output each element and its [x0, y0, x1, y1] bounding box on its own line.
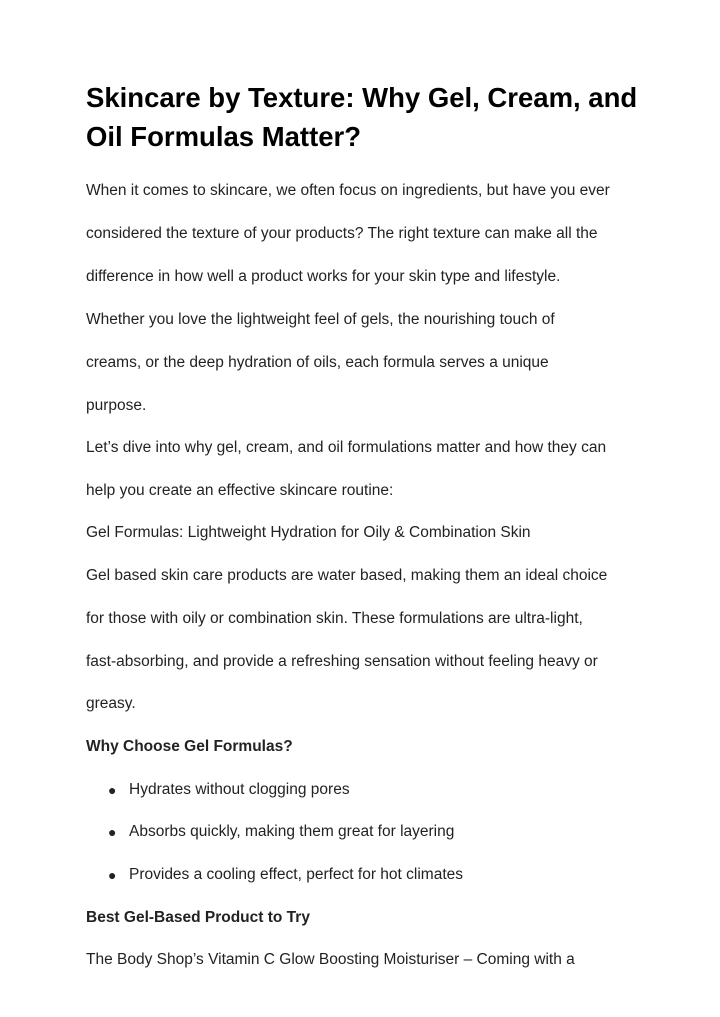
intro-line-1: When it comes to skincare, we often focus on ingredients, but have you ever	[86, 182, 610, 199]
gel-section-heading: Gel Formulas: Lightweight Hydration for Oily & Combination Skin	[86, 524, 531, 541]
bullet-icon: ●	[108, 824, 117, 840]
gel-line-2: for those with oily or combination skin. These formulations are ultra-light,	[86, 610, 583, 627]
bullet-icon: ●	[108, 867, 117, 883]
bullet-text: Hydrates without clogging pores	[129, 781, 350, 798]
product-line: The Body Shop’s Vitamin C Glow Boosting Moisturiser – Coming with a	[86, 951, 575, 968]
intro-line-2: considered the texture of your products? The right texture can make all the	[86, 225, 598, 242]
best-product-heading: Best Gel-Based Product to Try	[86, 909, 310, 926]
why-choose-heading: Why Choose Gel Formulas?	[86, 738, 293, 755]
bullet-text: Provides a cooling effect, perfect for hot climates	[129, 866, 463, 883]
dive-line-1: Let’s dive into why gel, cream, and oil formulations matter and how they can	[86, 439, 607, 456]
intro-line-6: purpose.	[86, 397, 147, 414]
bullet-icon: ●	[108, 782, 117, 798]
intro-line-3: difference in how well a product works for your skin type and lifestyle.	[86, 268, 561, 285]
intro-line-4: Whether you love the lightweight feel of gels, the nourishing touch of	[86, 311, 555, 328]
document-title: Skincare by Texture: Why Gel, Cream, and Oil Formulas Matter?	[86, 82, 638, 152]
intro-line-5: creams, or the deep hydration of oils, each formula serves a unique	[86, 354, 549, 371]
gel-line-1: Gel based skin care products are water based, making them an ideal choice	[86, 567, 608, 584]
bullet-text: Absorbs quickly, making them great for layering	[129, 823, 455, 840]
gel-line-3: fast-absorbing, and provide a refreshing sensation without feeling heavy or	[86, 653, 598, 670]
gel-line-4: greasy.	[86, 695, 136, 712]
dive-line-2: help you create an effective skincare routine:	[86, 482, 394, 499]
